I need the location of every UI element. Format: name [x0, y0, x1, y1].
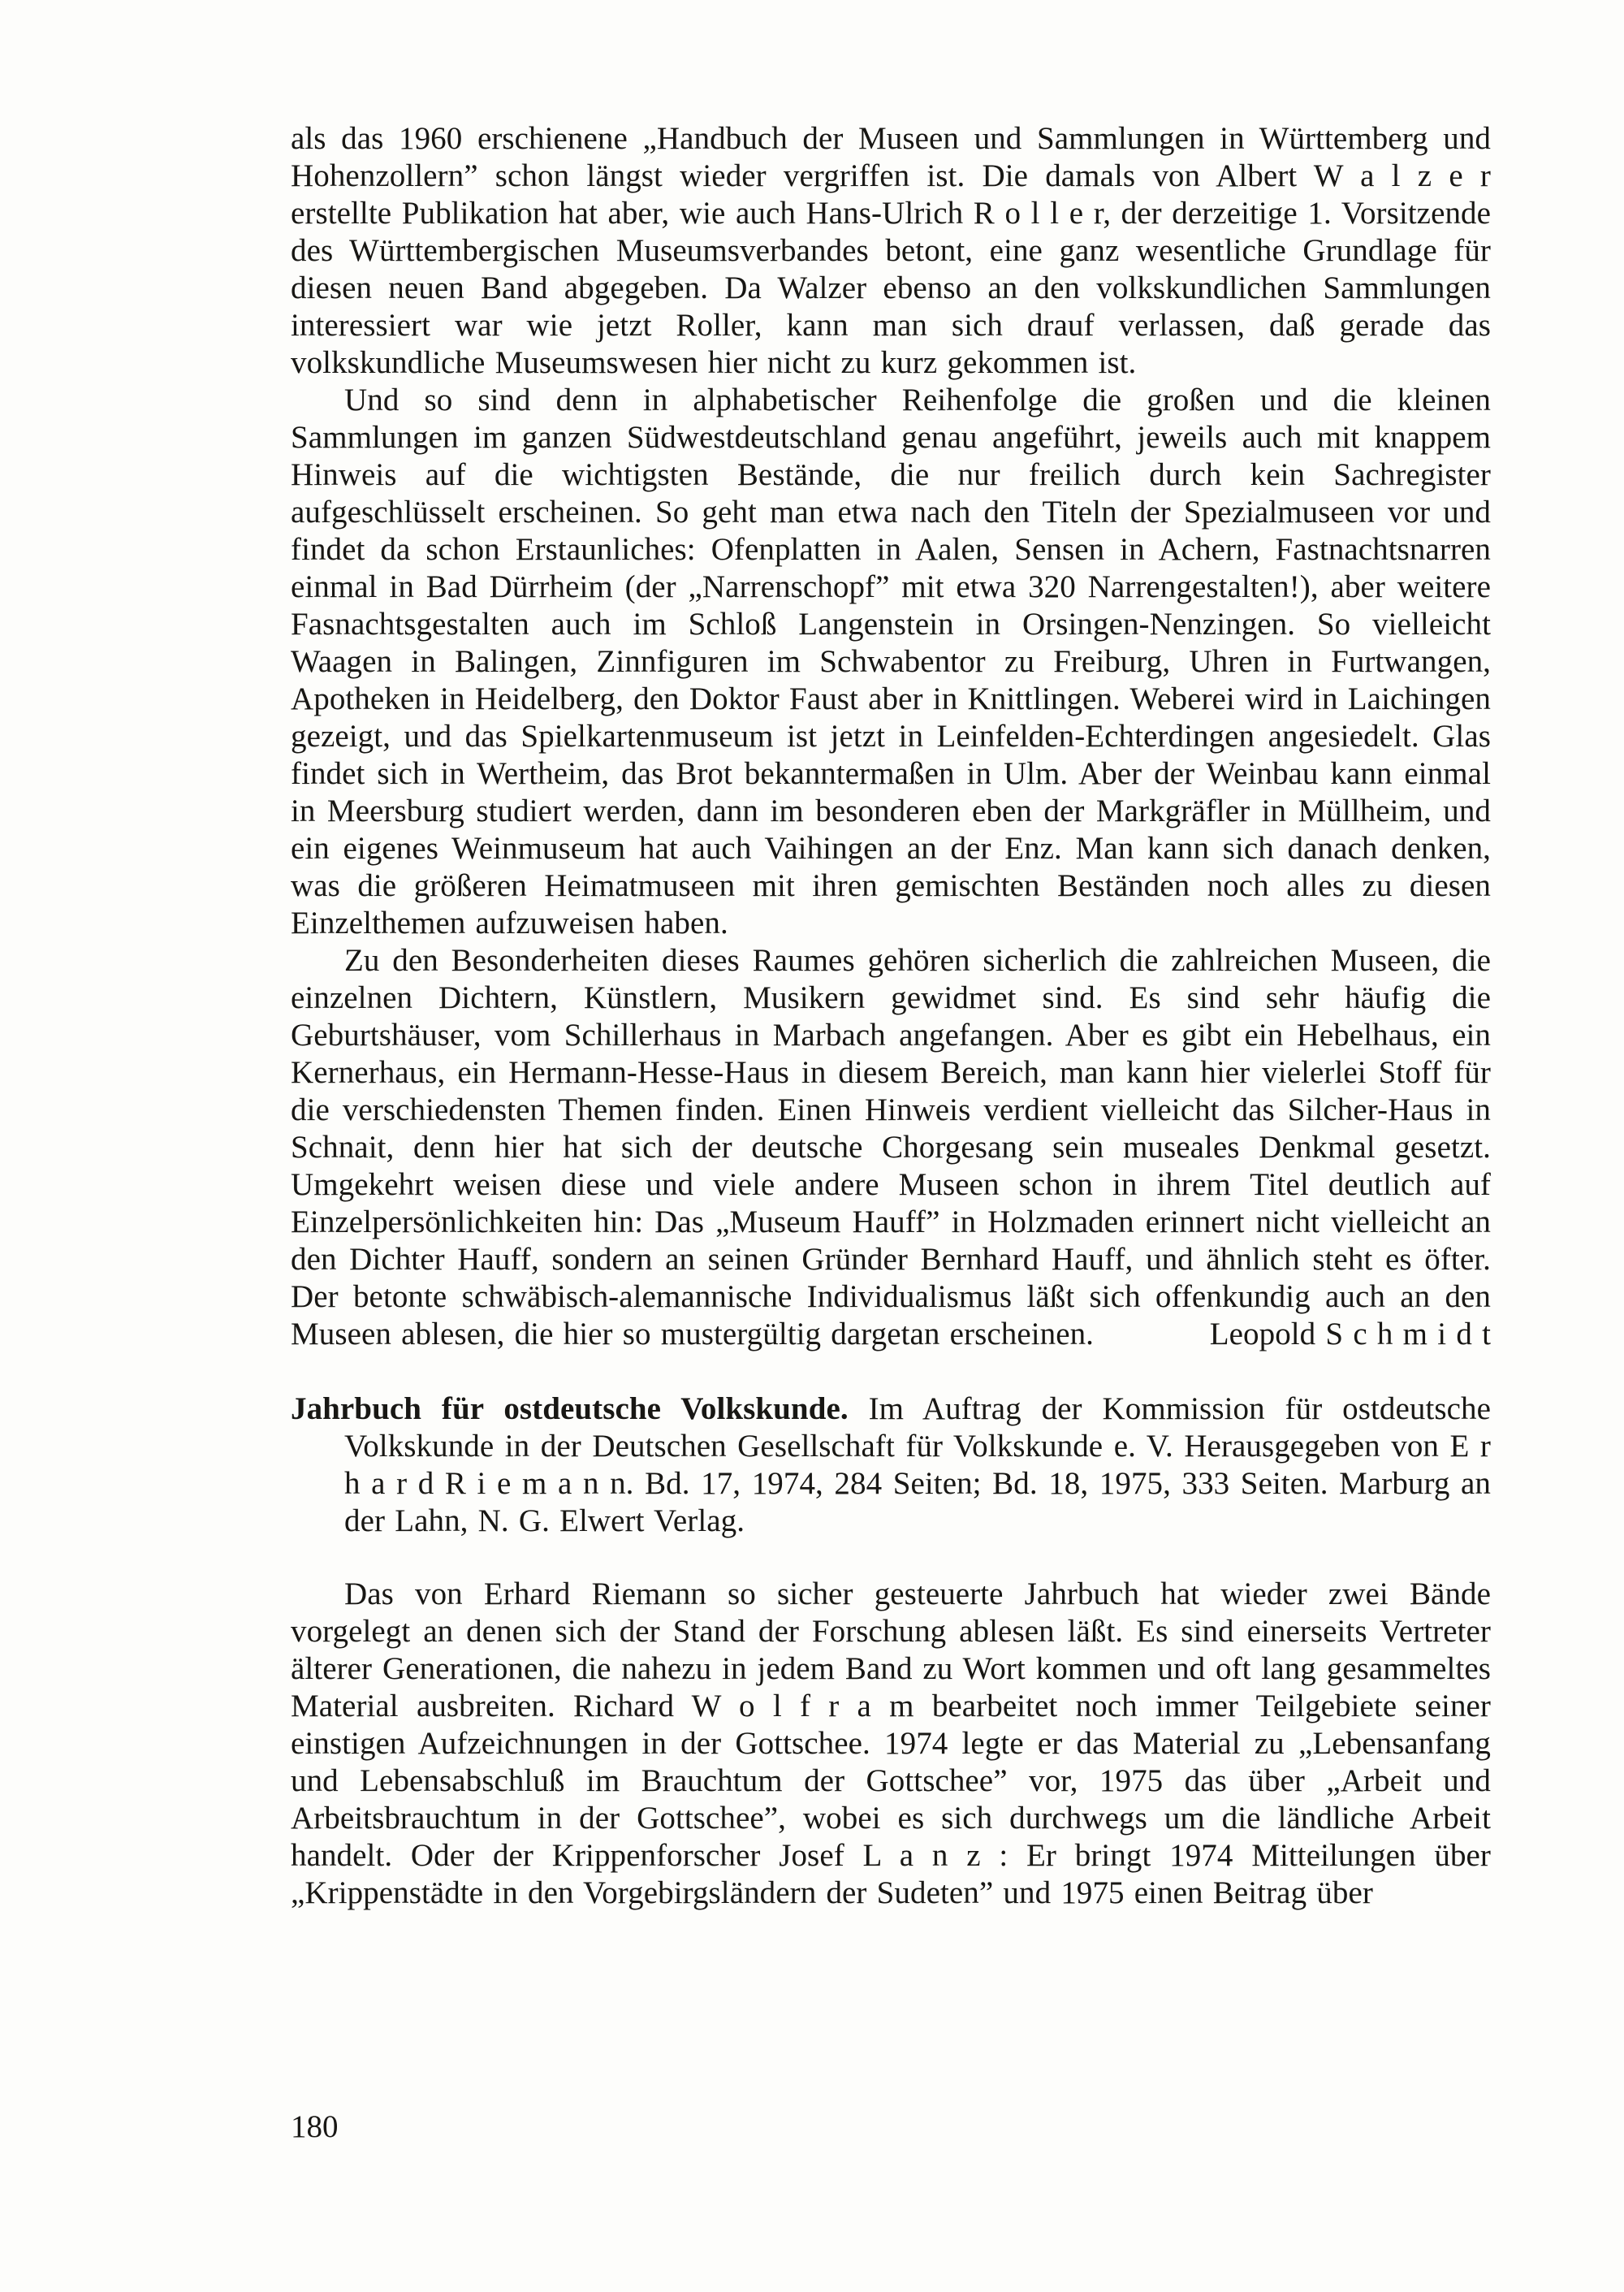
review2-title: Jahrbuch für ostdeutsche Volkskunde. — [291, 1391, 849, 1426]
review2-paragraph-1: Das von Erhard Riemann so sicher gesteuerte Jahrbuch hat wieder zwei Bände vorgelegt an denen sich der Stand der Forschung ablesen läßt. Es sind einerseits Vertreter älterer Generationen, die nahezu in jedem Band zu Wort kommen und oft lang gesammeltes Material ausbreiten. Richard W o l f r a m bearbeitet noch immer Teilgebiete seiner einstigen Aufzeichnungen in der Gottschee. 1974 legte er das Material zu „Lebensanfang und Lebensabschluß im Brauchtum der Gottschee” vor, 1975 das über „Arbeit und Arbeitsbrauchtum in der Gottschee”, wobei es sich durchwegs um die ländliche Arbeit handelt. Oder der Krippenforscher Josef L a n z : Er bringt 1974 Mitteilungen über „Krippenstädte in den Vorgebirgsländern der Sudeten” und 1975 einen Beitrag über — [291, 1576, 1491, 1910]
review2-bibliographic-heading — [291, 1390, 1491, 1540]
reviewer-signature: Leopold S c h m i d t — [1209, 1317, 1491, 1351]
text-block — [291, 120, 1491, 1912]
review1-paragraph-3: Zu den Besonderheiten dieses Raumes gehören sicherlich die zahlreichen Museen, die einzelnen Dichtern, Künstlern, Musikern gewidmet sind. Es sind sehr häufig die Geburtshäuser, vom Schillerhaus in Marbach angefangen. Aber es gibt ein Hebelhaus, ein Kernerhaus, ein Hermann-Hesse-Haus in diesem Bereich, man kann hier vielerlei Stoff für die verschiedensten Themen finden. Einen Hinweis verdient vielleicht das Silcher-Haus in Schnait, denn hier hat sich der deutsche Chorgesang sein museales Denkmal gesetzt. Umgekehrt weisen diese und viele andere Museen schon in ihrem Titel deutlich auf Einzelpersönlichkeiten hin: Das „Museum Hauff” in Holzmaden erinnert nicht vielleicht an den Dichter Hauff, sondern an seinen Gründer Bernhard Hauff, und ähnlich steht es öfter. Der betonte schwäbisch-alemannische Individualismus läßt sich offenkundig auch an den Museen ablesen, die hier so mustergültig dargetan erscheinen. — [291, 943, 1491, 1351]
page-number: 180 — [291, 2109, 339, 2144]
review2-title-details: Im Auftrag der Kommission für ostdeutsche Volkskunde in der Deutschen Gesellschaft für Volkskunde e. V. Herausgegeben von E r h a r d R i e m a n n. Bd. 17, 1974, 284 Seiten; Bd. 18, 1975, 333 Seiten. Marburg an der Lahn, N. G. Elwert Verlag. — [344, 1391, 1491, 1538]
review1-paragraph-2: Und so sind denn in alphabetischer Reihenfolge die großen und die kleinen Sammlungen im ganzen Südwestdeutschland genau angeführt, jeweils auch mit knappem Hinweis auf die wichtigsten Bestände, die nur freilich durch kein Sachregister aufgeschlüsselt erscheinen. So geht man etwa nach den Titeln der Spezialmuseen vor und findet da schon Erstaunliches: Ofenplatten in Aalen, Sensen in Achern, Fastnachtsnarren einmal in Bad Dürrheim (der „Narrenschopf” mit etwa 320 Narrengestalten!), aber weitere Fasnachtsgestalten auch im Schloß Langenstein in Orsingen-Nenzingen. So vielleicht Waagen in Balingen, Zinnfiguren im Schwabentor zu Freiburg, Uhren in Furtwangen, Apotheken in Heidelberg, den Doktor Faust aber in Knittlingen. Weberei wird in Laichingen gezeigt, und das Spielkartenmuseum ist jetzt in Leinfelden-Echterdingen angesiedelt. Glas findet sich in Wertheim, das Brot bekanntermaßen in Ulm. Aber der Weinbau kann einmal in Meersburg studiert werden, dann im besonderen eben der Markgräfler in Müllheim, und ein eigenes Weinmuseum hat auch Vaihingen an der Enz. Man kann sich danach denken, was die größeren Heimatmuseen mit ihren gemischten Beständen noch alles zu diesen Einzelthemen aufzuweisen haben. — [291, 383, 1491, 941]
review1-paragraph-continuation: als das 1960 erschienene „Handbuch der Museen und Sammlungen in Württemberg und Hohenzollern” schon längst wieder vergriffen ist. Die damals von Albert W a l z e r erstellte Publikation hat aber, wie auch Hans-Ulrich R o l l e r, der derzeitige 1. Vorsitzende des Württembergischen Museumsverbandes betont, eine ganz wesentliche Grundlage für diesen neuen Band abgegeben. Da Walzer ebenso an den volkskundlichen Sammlungen interessiert war wie jetzt Roller, kann man sich drauf verlassen, daß gerade das volkskundliche Museumswesen hier nicht zu kurz gekommen ist. — [291, 121, 1491, 380]
